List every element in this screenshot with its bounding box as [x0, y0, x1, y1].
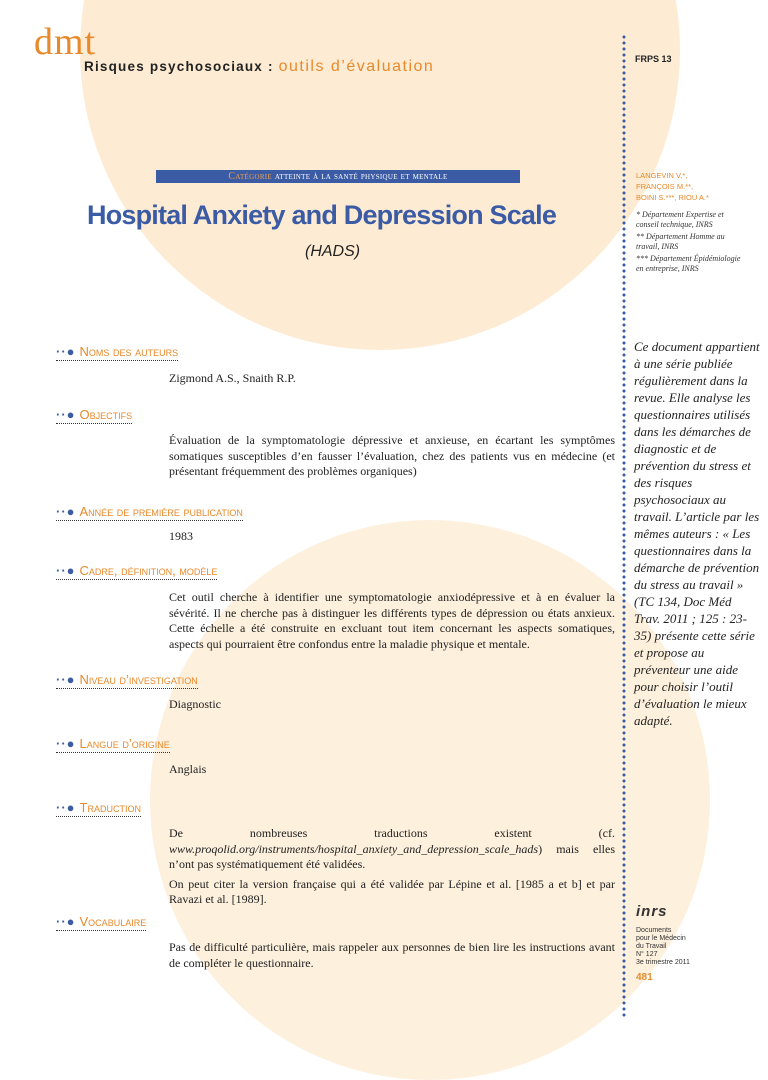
- page-title: Hospital Anxiety and Depression Scale: [87, 200, 557, 230]
- section-body: Pas de difficulté particulière, mais rappeler aux personnes de bien lire les instructions avant de compléter le questionnaire.: [169, 940, 615, 970]
- category-label: Catégorie: [228, 171, 273, 182]
- section-heading-text: Traduction: [79, 800, 141, 815]
- section-langue: [56, 735, 170, 753]
- bullet-dots-icon: ··●: [56, 504, 76, 519]
- publication-line: N° 127: [636, 951, 658, 958]
- series-title-bold: Risques psychosociaux :: [84, 59, 274, 74]
- section-heading-text: Objectifs: [79, 407, 133, 422]
- section-heading: [56, 344, 178, 361]
- category-value: atteinte à la santé physique et mentale: [274, 171, 448, 182]
- section-niveau: [56, 671, 198, 689]
- publication-line: 3e trimestre 2011: [636, 959, 690, 966]
- section-heading: [56, 504, 243, 521]
- inrs-logo: inrs: [636, 903, 668, 920]
- department: ** Département Homme au travail, INRS: [636, 232, 725, 251]
- bullet-dots-icon: ··●: [56, 736, 76, 751]
- bullet-dots-icon: ··●: [56, 407, 76, 422]
- bullet-dots-icon: ··●: [56, 800, 76, 815]
- section-heading-text: Niveau d’investigation: [79, 672, 198, 687]
- section-body: 1983: [169, 529, 193, 543]
- section-heading-text: Cadre, définition, modèle: [79, 563, 218, 578]
- section-auteurs: [56, 343, 178, 361]
- section-heading-text: Vocabulaire: [79, 914, 147, 929]
- section-traduction: [56, 799, 141, 817]
- page-subtitle: (HADS): [305, 243, 361, 260]
- series-title-orange: outils d’évaluation: [278, 58, 435, 75]
- section-body: [169, 826, 615, 912]
- series-title: [84, 58, 434, 76]
- section-body: Cet outil cherche à identifier une symptomatologie anxiodépressive et à en évaluer la sévérité. Il ne cherche pas à distinguer les différents types de dépression ou états anxieux. Cette échelle a été construite en excluant tout item concernant les aspects somatiques, aspects qui pourraient être confondus entre la maladie physique et mentale.: [169, 590, 615, 651]
- bullet-dots-icon: ··●: [56, 914, 76, 929]
- bullet-dots-icon: ··●: [56, 344, 76, 359]
- department: *** Département Épidémiologie en entreprise, INRS: [636, 254, 741, 273]
- traduction-paragraph-1: [169, 826, 615, 873]
- section-heading: [56, 914, 146, 931]
- section-vocabulaire: [56, 913, 146, 931]
- section-body: Zigmond A.S., Snaith R.P.: [169, 371, 296, 385]
- bullet-dots-icon: ··●: [56, 672, 76, 687]
- publication-line: pour le Médecin: [636, 935, 686, 942]
- section-heading: [56, 563, 217, 580]
- section-heading-text: Langue d’origine: [79, 736, 170, 751]
- side-author: BOINI S.***, RIOU A.*: [636, 193, 709, 202]
- section-heading-text: Noms des auteurs: [79, 344, 179, 359]
- dotted-divider: [622, 34, 626, 1019]
- sidebar-note: Ce document appartient à une série publiée régulièrement dans la revue. Elle analyse les questionnaires utilisés dans les démarches de diagnostic et de prévention du stress et des risques psychosociaux au travail. L’article par les mêmes auteurs : « Les questionnaires dans la démarche de prévention du stress au travail » (TC 134, Doc Méd Trav. 2011 ; 125 : 23-35) présente cette série et propose au préventeur une aide pour choisir l’outil d’évaluation le mieux adapté.: [634, 339, 760, 728]
- text-fragment: De nombreuses traductions existent (cf.: [169, 826, 615, 840]
- side-authors: [636, 170, 709, 203]
- text-fragment: ) mais elles n’ont pas systématiquement été validées.: [169, 841, 615, 871]
- section-body: Anglais: [169, 762, 207, 776]
- section-heading: [56, 407, 132, 424]
- traduction-paragraph-2: On peut citer la version française qui a été validée par Lépine et al. [1985 a et b] et par Ravazi et al. [1989].: [169, 876, 615, 906]
- page-number: 481: [636, 972, 653, 983]
- section-objectifs: [56, 406, 132, 424]
- department: * Département Expertise et conseil technique, INRS: [636, 210, 724, 229]
- section-cadre: [56, 562, 217, 580]
- departments: [636, 210, 746, 276]
- section-heading: [56, 800, 141, 817]
- side-author: LANGEVIN V.*,: [636, 171, 688, 180]
- bullet-dots-icon: ··●: [56, 563, 76, 578]
- dmt-logo: dmt: [34, 21, 97, 63]
- category-bar: [156, 170, 520, 183]
- publication-info: [636, 927, 690, 967]
- publication-line: du Travail: [636, 943, 667, 950]
- section-heading: [56, 672, 198, 689]
- section-body: Diagnostic: [169, 697, 221, 711]
- section-heading: [56, 736, 170, 753]
- section-annee: [56, 503, 243, 521]
- proqolid-link[interactable]: www.proqolid.org/instruments/hospital_anxiety_and_depression_scale_hads: [169, 841, 539, 856]
- side-author: FRANÇOIS M.**,: [636, 182, 694, 191]
- publication-line: Documents: [636, 927, 672, 934]
- section-body: Évaluation de la symptomatologie dépressive et anxieuse, en écartant les symptômes somatiques susceptibles d’en fausser l’évaluation, chez des patients vus en médecine (et présentant fréquemment des problèmes organiques): [169, 433, 615, 478]
- section-heading-text: Année de première publication: [79, 504, 243, 519]
- document-code: FRPS 13: [635, 54, 672, 64]
